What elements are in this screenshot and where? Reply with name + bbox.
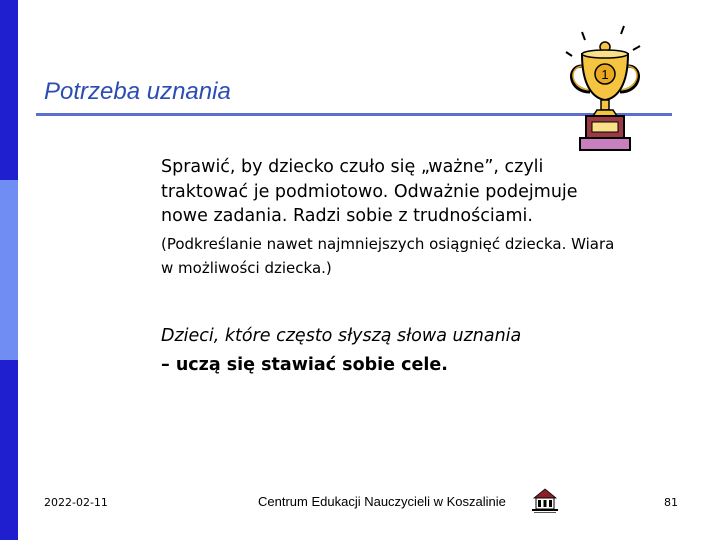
trophy-icon [560,22,664,154]
footer-page-number: 81 [664,496,678,509]
body-paragraph-main: Sprawić, by dziecko czuło się „ważne”, czyli traktować je podmiotowo. Odważnie podejmuje nowe zadania. Radzi sobie z trudnościami. [161,157,578,226]
footer-date: 2022-02-11 [44,496,108,509]
sidebar-segment-middle [0,180,18,360]
body-paragraph-conclusion [161,322,641,380]
institution-logo-icon [528,487,562,515]
slide-body [161,155,621,280]
sidebar-segment-bottom [0,360,18,540]
svg-text:1: 1 [601,67,609,82]
conclusion-bold-line: – uczą się stawiać sobie cele. [161,355,448,375]
sidebar-segment-top [0,0,18,180]
footer-institution: Centrum Edukacji Nauczycieli w Koszalinie [258,494,506,509]
sidebar-stripe [0,0,18,540]
body-paragraph-note: (Podkreślanie nawet najmniejszych osiągnięć dziecka. Wiara w możliwości dziecka.) [161,234,615,277]
conclusion-italic-line: Dzieci, które często słyszą słowa uznania [161,326,522,346]
slide-title: Potrzeba uznania [44,78,231,105]
